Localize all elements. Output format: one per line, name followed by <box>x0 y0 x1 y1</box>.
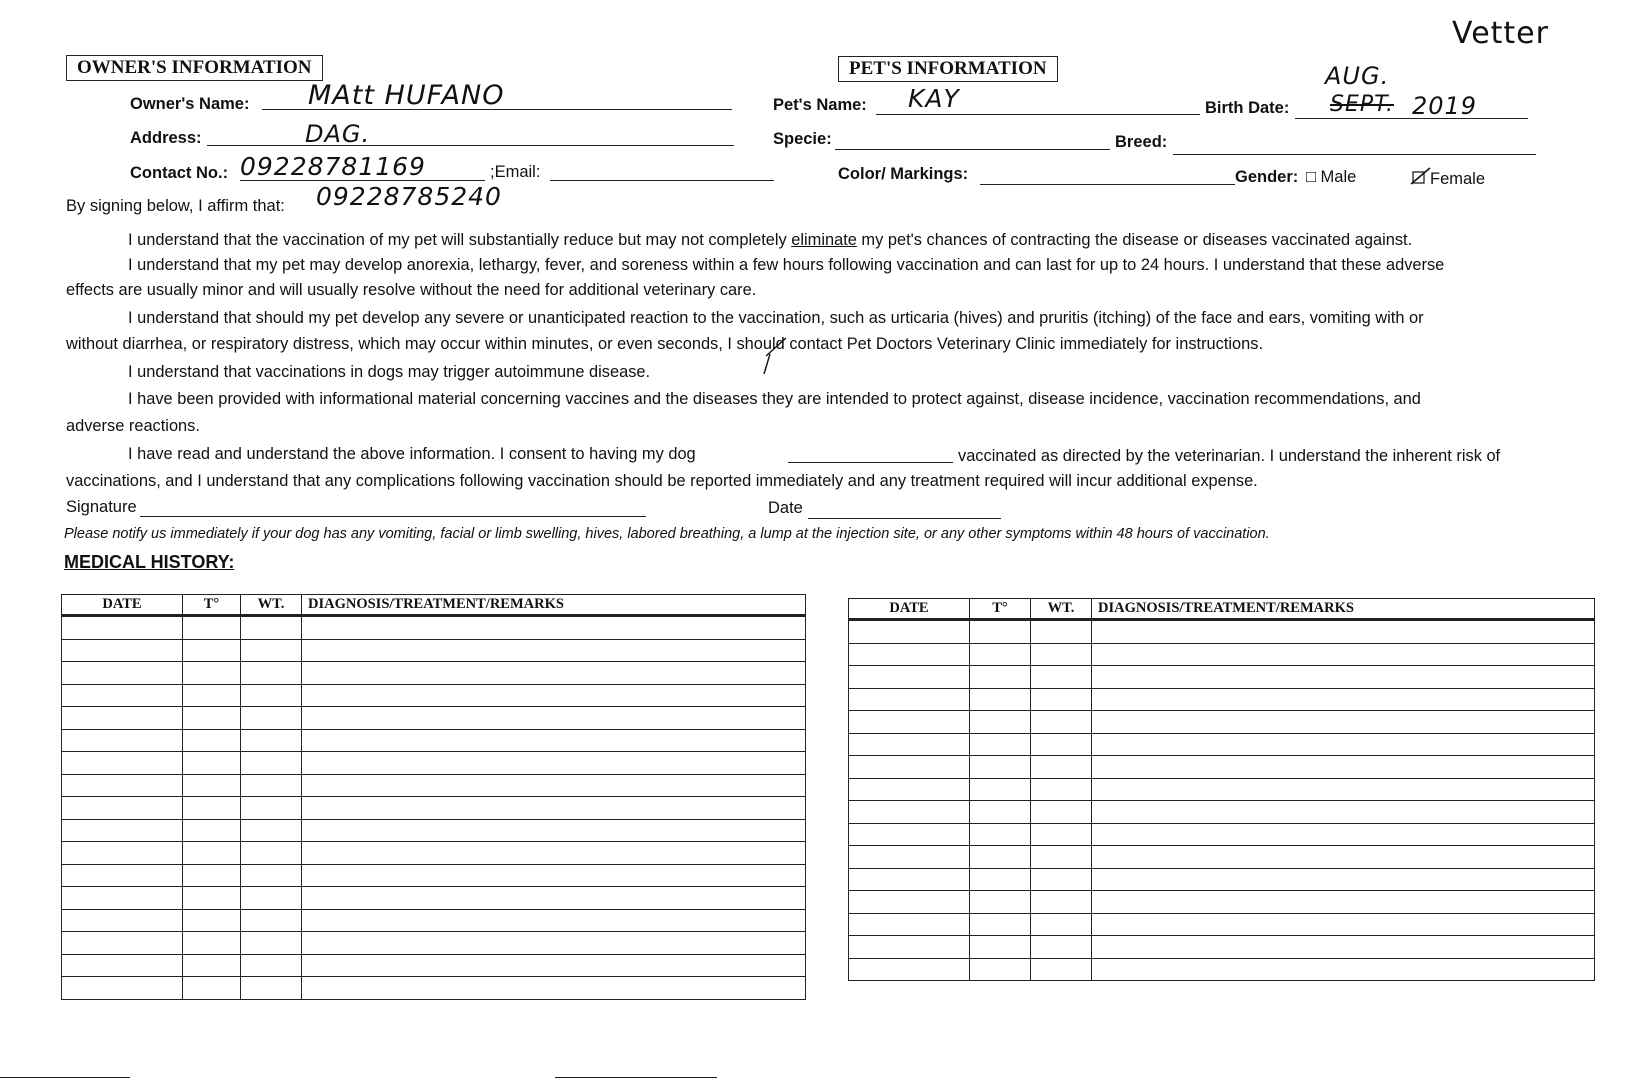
col-weight: WT. <box>241 595 302 616</box>
col-temp: T° <box>183 595 241 616</box>
color-markings-line <box>980 184 1235 185</box>
table-row[interactable] <box>849 936 1595 959</box>
table-row[interactable] <box>849 778 1595 801</box>
table-row[interactable] <box>62 774 806 797</box>
table-row[interactable] <box>849 643 1595 666</box>
address-line <box>207 145 734 146</box>
birth-date-struck: SEPT. <box>1330 92 1394 117</box>
gender-female-option[interactable]: Female <box>1430 170 1486 188</box>
corner-handwritten-note: Vetter <box>1452 16 1549 51</box>
pet-name-value[interactable]: KAY <box>908 84 960 113</box>
affirmation-1-underlined: eliminate <box>791 231 857 249</box>
medical-history-table-right <box>848 598 1595 981</box>
table-row[interactable] <box>849 666 1595 689</box>
breed-line <box>1173 154 1536 155</box>
medical-history-title: MEDICAL HISTORY: <box>64 552 235 572</box>
medical-history-rows-right <box>849 620 1595 981</box>
table-row[interactable] <box>62 639 806 662</box>
affirmation-4: I understand that vaccinations in dogs may trigger autoimmune disease. <box>128 363 651 381</box>
table-row[interactable] <box>849 958 1595 981</box>
owner-name-value[interactable]: MAtt HUFANO <box>308 80 505 111</box>
affirmation-5-line-1: I have been provided with informational material concerning vaccines and the diseases they are intended to protect against, disease incidence, vaccination recommendations, and <box>128 390 1421 408</box>
table-row[interactable] <box>62 797 806 820</box>
affirmation-1 <box>128 231 1412 250</box>
affirmation-3-line-2: without diarrhea, or respiratory distress, which may occur within minutes, or even seconds, I should contact Pet Doctors Veterinary Clinic immediately for instructions. <box>66 335 1264 353</box>
affirmation-3-line-1: I understand that should my pet develop any severe or unanticipated reaction to the vaccination, such as urticaria (hives) and pruritis (itching) of the face and ears, vomiting with or <box>128 309 1424 327</box>
birth-date-label: Birth Date: <box>1205 99 1290 117</box>
table-row[interactable] <box>62 819 806 842</box>
table-row[interactable] <box>849 756 1595 779</box>
col-remarks: DIAGNOSIS/TREATMENT/REMARKS <box>1092 599 1595 620</box>
signature-line[interactable] <box>140 516 646 517</box>
contact-label: Contact No.: <box>130 164 229 182</box>
pen-mark-icon <box>760 336 790 381</box>
table-row[interactable] <box>849 688 1595 711</box>
contact-value[interactable]: 09228781169 <box>240 152 426 181</box>
birth-date-year[interactable]: 2019 <box>1412 92 1478 120</box>
notice-text: Please notify us immediately if your dog has any vomiting, facial or limb swelling, hives, labored breathing, a lump at the injection site, or any other symptoms within 48 hours of vaccination. <box>64 526 1270 542</box>
table-row[interactable] <box>62 707 806 730</box>
email-label: ;Email: <box>490 163 541 181</box>
affirmation-2-line-2: effects are usually minor and will usually resolve without the need for additional veterinary care. <box>66 281 757 299</box>
col-remarks: DIAGNOSIS/TREATMENT/REMARKS <box>302 595 806 616</box>
table-row[interactable] <box>849 733 1595 756</box>
table-row[interactable] <box>849 913 1595 936</box>
table-row[interactable] <box>62 977 806 1000</box>
consent-line-1a: I have read and understand the above information. I consent to having my dog <box>128 445 696 463</box>
consent-line-1b: vaccinated as directed by the veterinarian. I understand the inherent risk of <box>958 447 1501 465</box>
table-row[interactable] <box>849 801 1595 824</box>
table-row[interactable] <box>849 620 1595 644</box>
table-row[interactable] <box>62 932 806 955</box>
affirm-intro: By signing below, I affirm that: <box>66 197 285 215</box>
consent-line-2: vaccinations, and I understand that any complications following vaccination should be reported immediately and any treatment required will incur additional expense. <box>66 472 1258 490</box>
scan-edge-line-left <box>0 1077 130 1078</box>
date-label: Date <box>768 499 803 517</box>
table-row[interactable] <box>849 823 1595 846</box>
pet-name-line <box>876 114 1200 115</box>
table-row[interactable] <box>62 662 806 685</box>
table-row[interactable] <box>849 846 1595 869</box>
table-row[interactable] <box>62 909 806 932</box>
pet-name-label: Pet's Name: <box>773 96 867 114</box>
affirmation-5-line-2: adverse reactions. <box>66 417 200 435</box>
birth-date-corrected[interactable]: AUG. <box>1325 62 1390 90</box>
medical-history-rows-left <box>62 616 806 1000</box>
address-label: Address: <box>130 129 202 147</box>
gender-label: Gender: <box>1235 168 1299 186</box>
table-row[interactable] <box>62 887 806 910</box>
table-row[interactable] <box>62 842 806 865</box>
table-row[interactable] <box>62 864 806 887</box>
checkbox-female-checked-icon[interactable] <box>1410 166 1432 193</box>
scan-edge-line-center <box>555 1077 717 1078</box>
table-row[interactable] <box>849 868 1595 891</box>
pet-info-header: PET'S INFORMATION <box>838 56 1058 82</box>
medical-history-table-left <box>61 594 806 1000</box>
address-value[interactable]: DAG. <box>305 120 371 148</box>
col-date: DATE <box>849 599 970 620</box>
breed-label: Breed: <box>1115 133 1168 151</box>
email-line <box>550 180 774 181</box>
col-date: DATE <box>62 595 183 616</box>
affirmation-1-part-a: I understand that the vaccination of my pet will substantially reduce but may not completely <box>128 231 792 249</box>
specie-line <box>835 149 1110 150</box>
table-row[interactable] <box>62 729 806 752</box>
table-row[interactable] <box>62 684 806 707</box>
col-temp: T° <box>970 599 1031 620</box>
table-row[interactable] <box>62 616 806 640</box>
col-weight: WT. <box>1031 599 1092 620</box>
specie-label: Specie: <box>773 130 832 148</box>
dog-name-blank[interactable] <box>788 462 953 463</box>
signature-label: Signature <box>66 498 137 516</box>
affirmation-1-part-b: my pet's chances of contracting the disease or diseases vaccinated against. <box>856 231 1413 249</box>
affirmation-2-line-1: I understand that my pet may develop anorexia, lethargy, fever, and soreness within a few hours following vaccination and can last for up to 24 hours. I understand that these adverse <box>128 256 1445 274</box>
contact-value-2[interactable]: 09228785240 <box>316 182 502 211</box>
color-markings-label: Color/ Markings: <box>838 165 969 183</box>
table-row[interactable] <box>62 954 806 977</box>
table-row[interactable] <box>849 891 1595 914</box>
table-row[interactable] <box>849 711 1595 734</box>
table-row[interactable] <box>62 752 806 775</box>
owner-name-label: Owner's Name: <box>130 95 250 113</box>
owner-info-header: OWNER'S INFORMATION <box>66 55 323 81</box>
date-line[interactable] <box>808 518 1001 519</box>
gender-male-option[interactable]: □ Male <box>1306 168 1357 186</box>
